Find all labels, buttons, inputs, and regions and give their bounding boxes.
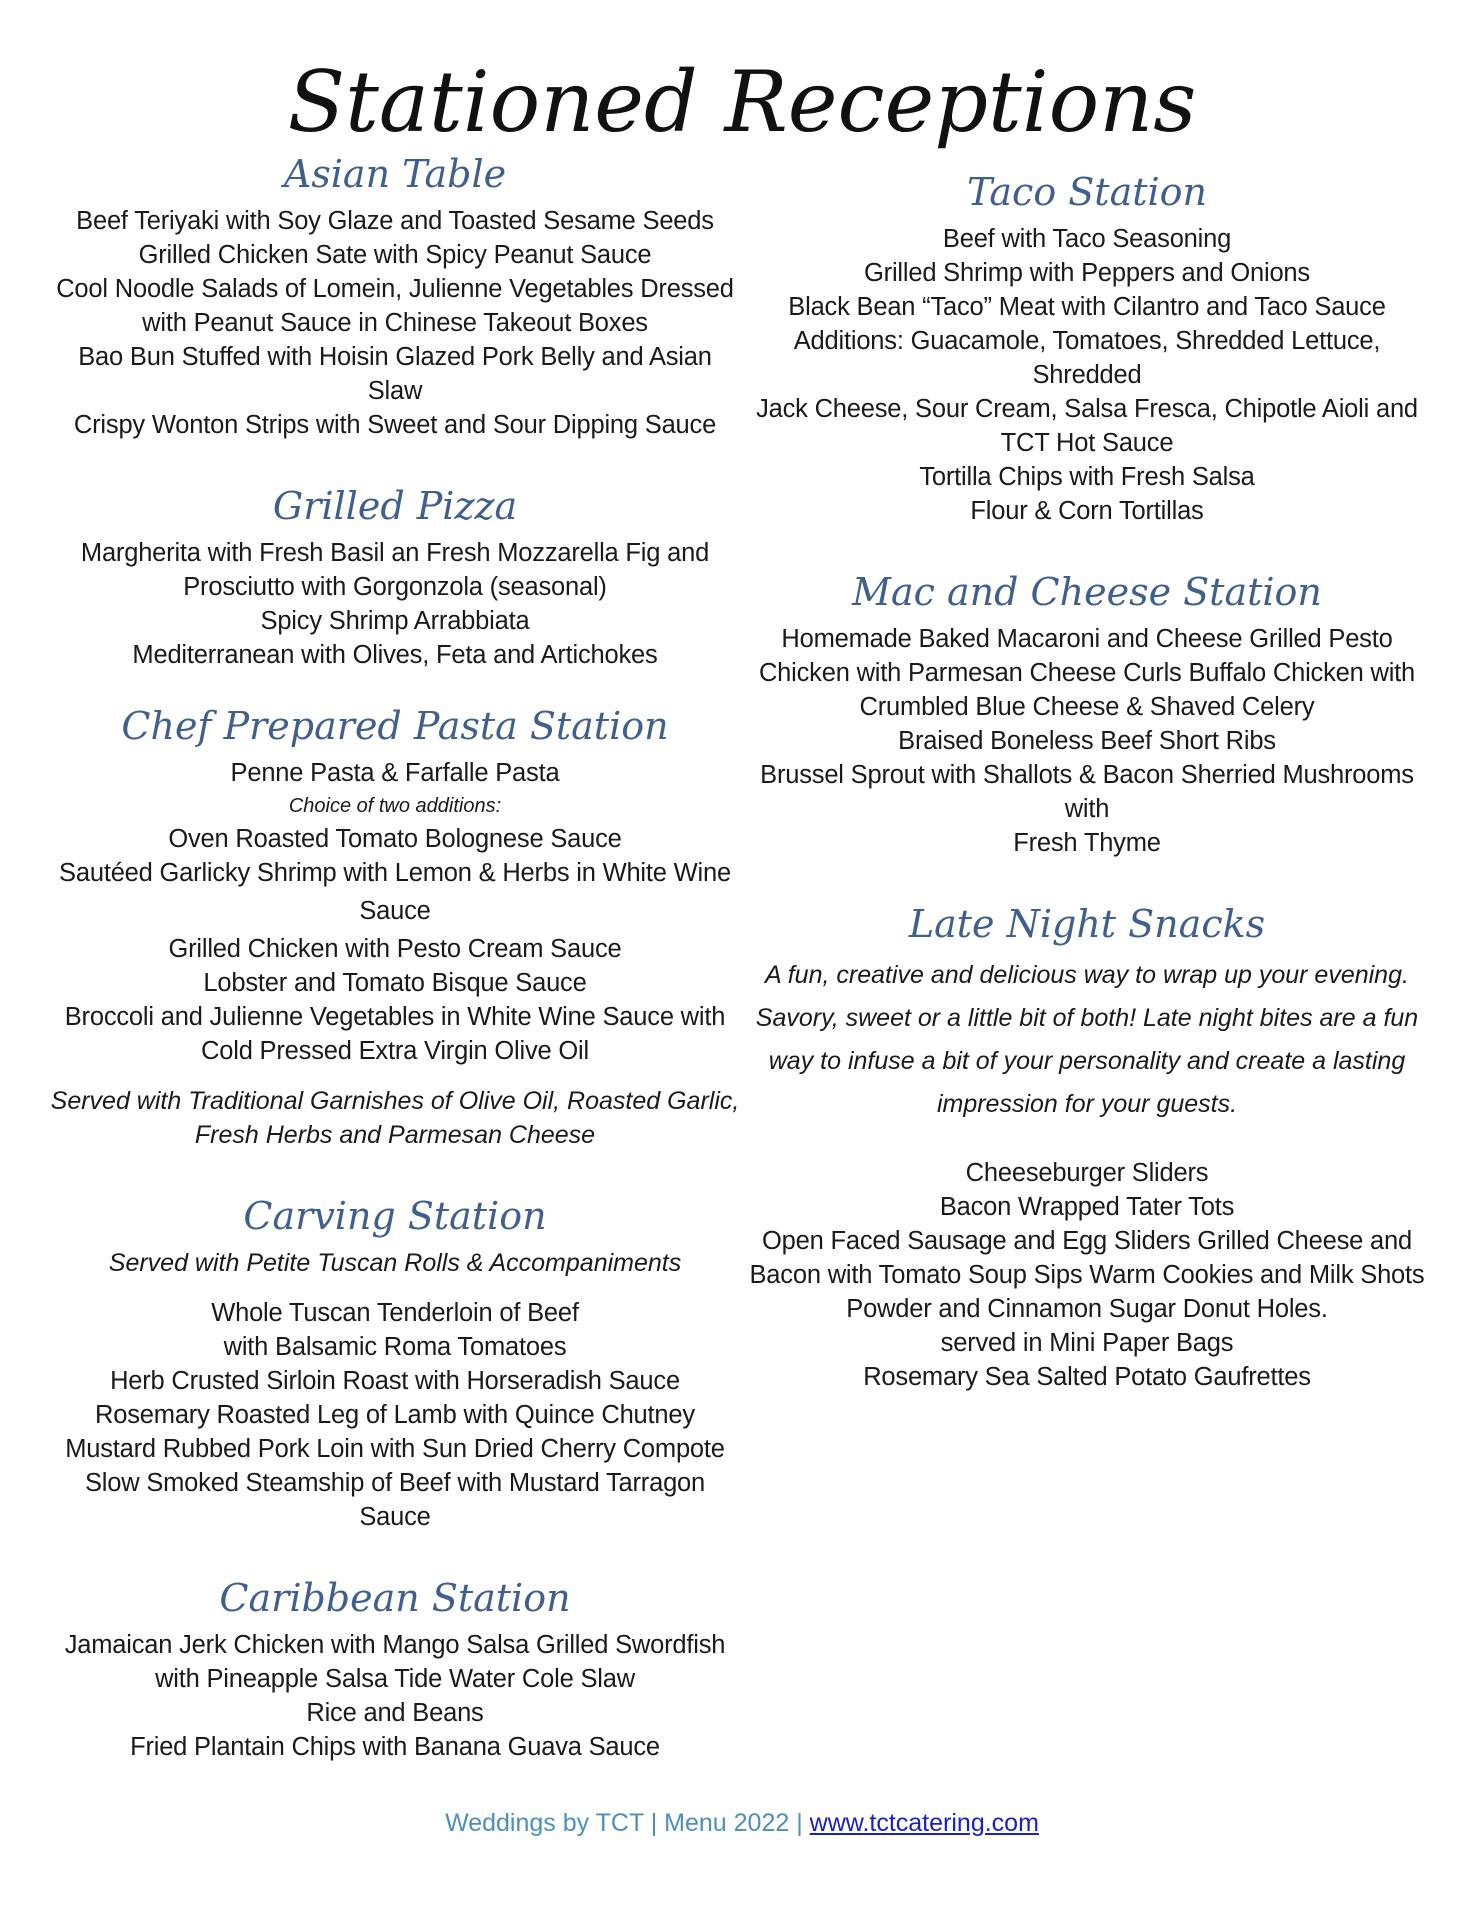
section-title-carving-station: Carving Station	[243, 1194, 547, 1238]
section-title-late-night-snacks: Late Night Snacks	[908, 902, 1266, 946]
menu-item: Fried Plantain Chips with Banana Guava Sauce	[130, 1733, 660, 1761]
menu-item: Oven Roasted Tomato Bolognese Sauce	[168, 825, 622, 853]
menu-item: Jamaican Jerk Chicken with Mango Salsa Grilled Swordfish	[64, 1631, 726, 1659]
served-note: Fresh Herbs and Parmesan Cheese	[194, 1121, 596, 1149]
menu-item: Mustard Rubbed Pork Loin with Sun Dried Cherry Compote	[65, 1435, 725, 1463]
carving-station-section	[50, 1192, 740, 1534]
late-night-snacks-section	[742, 900, 1432, 1394]
menu-item: with Pineapple Salsa Tide Water Cole Slaw	[155, 1665, 635, 1693]
menu-item: TCT Hot Sauce	[1000, 429, 1174, 457]
footer-text: Weddings by TCT | Menu 2022 |	[445, 1809, 810, 1837]
menu-item: Bacon with Tomato Soup Sips Warm Cookies and Milk Shots	[749, 1261, 1425, 1289]
pasta-station-section	[50, 702, 740, 1152]
section-title-caribbean-station: Caribbean Station	[219, 1576, 571, 1620]
menu-item: Lobster and Tomato Bisque Sauce	[203, 969, 587, 997]
menu-item: with Balsamic Roma Tomatoes	[223, 1333, 567, 1361]
menu-item: Herb Crusted Sirloin Roast with Horseradish Sauce	[110, 1367, 680, 1395]
menu-item: Beef with Taco Seasoning	[942, 225, 1232, 253]
menu-item: Sautéed Garlicky Shrimp with Lemon & Herbs in White Wine	[59, 859, 731, 887]
section-title-pasta-station: Chef Prepared Pasta Station	[121, 704, 669, 748]
menu-item: Homemade Baked Macaroni and Cheese Grilled Pesto	[781, 625, 1393, 653]
menu-item: Jack Cheese, Sour Cream, Salsa Fresca, Chipotle Aioli and	[756, 395, 1418, 423]
menu-item: Tortilla Chips with Fresh Salsa	[919, 463, 1255, 491]
menu-item: Broccoli and Julienne Vegetables in White Wine Sauce with	[64, 1003, 726, 1031]
menu-item: Rosemary Roasted Leg of Lamb with Quince Chutney	[95, 1401, 695, 1429]
right-column	[742, 168, 1432, 1394]
footer	[0, 1806, 1484, 1840]
menu-item: Open Faced Sausage and Egg Sliders Grilled Cheese and	[762, 1227, 1412, 1255]
taco-station-section	[742, 168, 1432, 528]
mac-and-cheese-section	[742, 568, 1432, 860]
menu-item: Flour & Corn Tortillas	[970, 497, 1204, 525]
caribbean-station-section	[50, 1574, 740, 1764]
menu-item: Braised Boneless Beef Short Ribs	[898, 727, 1276, 755]
grilled-pizza-section	[50, 482, 740, 672]
menu-item: Spicy Shrimp Arrabbiata	[260, 607, 530, 635]
menu-item: Brussel Sprout with Shallots & Bacon Sherried Mushrooms with	[760, 761, 1414, 823]
menu-item: Whole Tuscan Tenderloin of Beef	[211, 1299, 579, 1327]
menu-item: Grilled Chicken Sate with Spicy Peanut Sauce	[138, 241, 652, 269]
menu-item: Rice and Beans	[306, 1699, 484, 1727]
intro-text: Savory, sweet or a little bit of both! Late night bites are a fun	[755, 1004, 1419, 1032]
menu-item: Bacon Wrapped Tater Tots	[939, 1193, 1235, 1221]
intro-text: A fun, creative and delicious way to wrap up your evening.	[765, 961, 1409, 989]
menu-item: Cold Pressed Extra Virgin Olive Oil	[201, 1037, 589, 1065]
menu-item: Crumbled Blue Cheese & Shaved Celery	[859, 693, 1315, 721]
menu-item: Crispy Wonton Strips with Sweet and Sour Dipping Sauce	[73, 411, 717, 439]
menu-item: Cool Noodle Salads of Lomein, Julienne Vegetables Dressed	[56, 275, 734, 303]
menu-item: Black Bean “Taco” Meat with Cilantro and Taco Sauce	[788, 293, 1386, 321]
intro-text: way to infuse a bit of your personality and create a lasting	[768, 1047, 1406, 1075]
intro-text: impression for your guests.	[936, 1090, 1238, 1118]
menu-item: Sauce	[359, 897, 431, 925]
section-title-mac-and-cheese: Mac and Cheese Station	[852, 570, 1322, 614]
section-title-grilled-pizza: Grilled Pizza	[272, 484, 518, 528]
menu-item: Cheeseburger Sliders	[965, 1159, 1209, 1187]
asian-table-section	[50, 150, 740, 442]
menu-item: Mediterranean with Olives, Feta and Artichokes	[132, 641, 658, 669]
menu-item: Bao Bun Stuffed with Hoisin Glazed Pork Belly and Asian Slaw	[78, 343, 712, 405]
left-column	[50, 150, 740, 1764]
menu-item: Powder and Cinnamon Sugar Donut Holes.	[846, 1295, 1328, 1323]
served-note: Served with Petite Tuscan Rolls & Accompaniments	[108, 1249, 682, 1277]
pasta-base: Penne Pasta & Farfalle Pasta	[230, 759, 560, 787]
choice-note: Choice of two additions:	[288, 795, 502, 817]
menu-item: Grilled Shrimp with Peppers and Onions	[864, 259, 1310, 287]
website-link[interactable]: www.tctcatering.com	[809, 1809, 1039, 1837]
menu-item: Prosciutto with Gorgonzola (seasonal)	[183, 573, 607, 601]
menu-item: Slow Smoked Steamship of Beef with Mustard Tarragon Sauce	[84, 1469, 706, 1531]
section-title-asian-table: Asian Table	[283, 152, 507, 196]
section-title-taco-station: Taco Station	[966, 170, 1208, 214]
menu-item: served in Mini Paper Bags	[940, 1329, 1234, 1357]
menu-item: Beef Teriyaki with Soy Glaze and Toasted Sesame Seeds	[76, 207, 714, 235]
menu-item: with Peanut Sauce in Chinese Takeout Boxes	[142, 309, 648, 337]
menu-item: Additions: Guacamole, Tomatoes, Shredded Lettuce, Shredded	[793, 327, 1381, 389]
menu-item: Margherita with Fresh Basil an Fresh Mozzarella Fig and	[80, 539, 710, 567]
menu-item: Chicken with Parmesan Cheese Curls Buffalo Chicken with	[758, 659, 1416, 687]
menu-item: Fresh Thyme	[1013, 829, 1161, 857]
menu-item: Grilled Chicken with Pesto Cream Sauce	[168, 935, 622, 963]
served-note: Served with Traditional Garnishes of Olive Oil, Roasted Garlic,	[50, 1087, 740, 1115]
page-title: Stationed Receptions	[287, 53, 1197, 151]
menu-item: Rosemary Sea Salted Potato Gaufrettes	[863, 1363, 1311, 1391]
